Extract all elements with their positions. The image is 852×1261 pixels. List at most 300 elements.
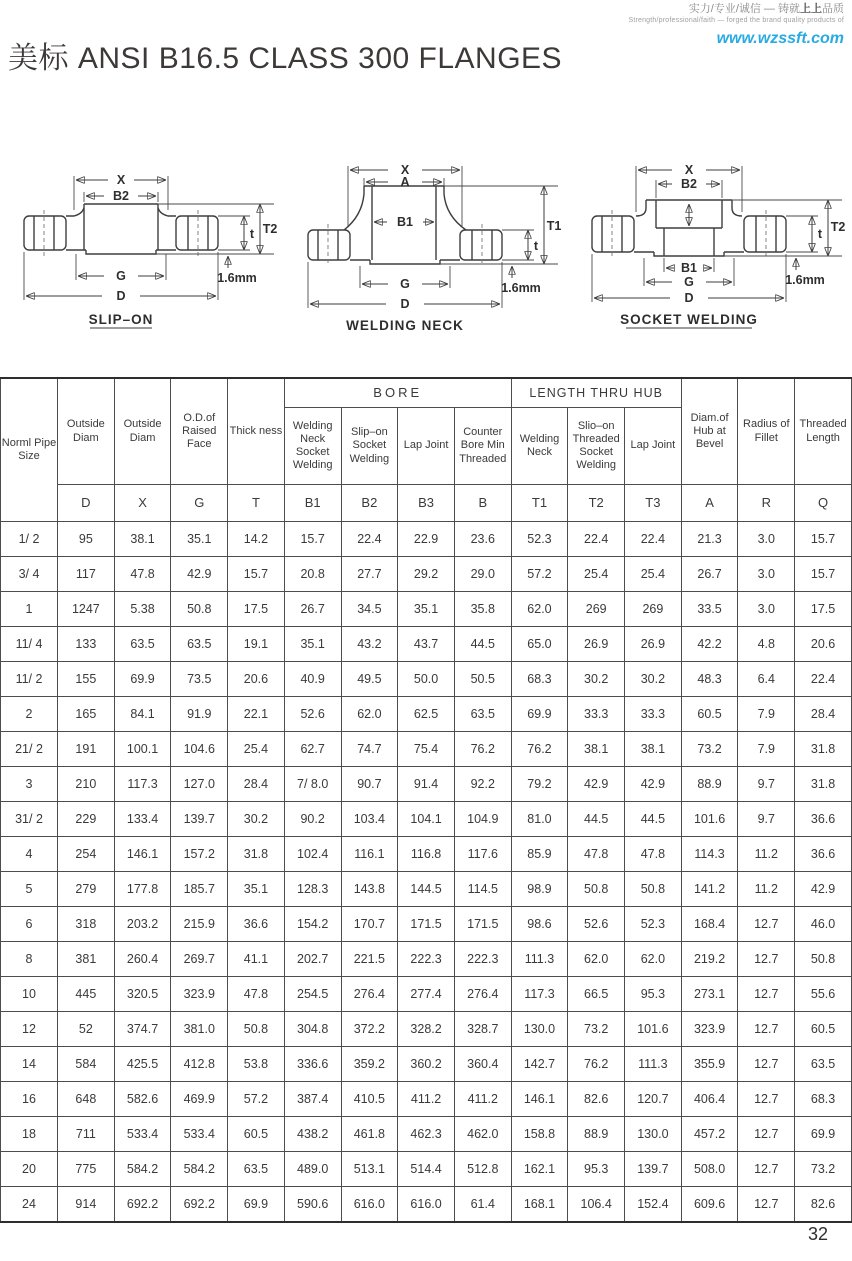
group-header-bore: BORE <box>284 378 511 408</box>
value-cell: 52.3 <box>511 522 568 557</box>
symbol-a: A <box>681 485 738 522</box>
value-cell: 28.4 <box>795 697 852 732</box>
value-cell: 49.5 <box>341 662 398 697</box>
value-cell: 162.1 <box>511 1152 568 1187</box>
value-cell: 35.1 <box>398 592 455 627</box>
value-cell: 53.8 <box>228 1047 285 1082</box>
value-cell: 69.9 <box>114 662 171 697</box>
value-cell: 425.5 <box>114 1047 171 1082</box>
value-cell: 7/ 8.0 <box>284 767 341 802</box>
pipe-size-cell: 1 <box>1 592 58 627</box>
value-cell: 323.9 <box>681 1012 738 1047</box>
website-url: www.wzssft.com <box>716 29 844 47</box>
value-cell: 40.9 <box>284 662 341 697</box>
dim-label-g: G <box>116 269 126 283</box>
value-cell: 254.5 <box>284 977 341 1012</box>
value-cell: 170.7 <box>341 907 398 942</box>
value-cell: 114.5 <box>454 872 511 907</box>
value-cell: 95 <box>58 522 115 557</box>
value-cell: 533.4 <box>114 1117 171 1152</box>
value-cell: 462.3 <box>398 1117 455 1152</box>
value-cell: 711 <box>58 1117 115 1152</box>
value-cell: 98.6 <box>511 907 568 942</box>
col-header-so-length: Slio–on Threaded Socket Welding <box>568 408 625 485</box>
value-cell: 26.9 <box>568 627 625 662</box>
value-cell: 42.9 <box>171 557 228 592</box>
value-cell: 62.5 <box>398 697 455 732</box>
value-cell: 79.2 <box>511 767 568 802</box>
value-cell: 1247 <box>58 592 115 627</box>
pipe-size-cell: 24 <box>1 1187 58 1223</box>
value-cell: 23.6 <box>454 522 511 557</box>
dim-label-t2: T2 <box>830 220 846 234</box>
dim-label-x: X <box>684 163 694 177</box>
value-cell: 85.9 <box>511 837 568 872</box>
dim-label-b2: B2 <box>681 177 697 191</box>
symbol-t3: T3 <box>625 485 682 522</box>
pipe-size-cell: 16 <box>1 1082 58 1117</box>
value-cell: 202.7 <box>284 942 341 977</box>
value-cell: 411.2 <box>454 1082 511 1117</box>
value-cell: 35.8 <box>454 592 511 627</box>
value-cell: 165 <box>58 697 115 732</box>
value-cell: 320.5 <box>114 977 171 1012</box>
value-cell: 36.6 <box>795 802 852 837</box>
symbol-t1: T1 <box>511 485 568 522</box>
value-cell: 146.1 <box>511 1082 568 1117</box>
value-cell: 269.7 <box>171 942 228 977</box>
value-cell: 372.2 <box>341 1012 398 1047</box>
value-cell: 269 <box>625 592 682 627</box>
value-cell: 76.2 <box>568 1047 625 1082</box>
value-cell: 381.0 <box>171 1012 228 1047</box>
col-header-pipe-size: Norml Pipe Size <box>1 378 58 522</box>
table-row <box>1 697 852 732</box>
value-cell: 36.6 <box>795 837 852 872</box>
dim-label-t1: T1 <box>546 219 562 233</box>
value-cell: 95.3 <box>625 977 682 1012</box>
value-cell: 62.0 <box>341 697 398 732</box>
value-cell: 63.5 <box>228 1152 285 1187</box>
value-cell: 73.2 <box>681 732 738 767</box>
value-cell: 46.0 <box>795 907 852 942</box>
value-cell: 88.9 <box>681 767 738 802</box>
value-cell: 20.6 <box>228 662 285 697</box>
pipe-size-cell: 10 <box>1 977 58 1012</box>
col-header-radius-fillet: Radius of Fillet <box>738 378 795 485</box>
symbol-b2: B2 <box>341 485 398 522</box>
value-cell: 22.1 <box>228 697 285 732</box>
value-cell: 69.9 <box>795 1117 852 1152</box>
value-cell: 3.0 <box>738 592 795 627</box>
value-cell: 142.7 <box>511 1047 568 1082</box>
value-cell: 104.6 <box>171 732 228 767</box>
value-cell: 133.4 <box>114 802 171 837</box>
value-cell: 141.2 <box>681 872 738 907</box>
value-cell: 514.4 <box>398 1152 455 1187</box>
pipe-size-cell: 8 <box>1 942 58 977</box>
col-header-outside-diam-x: Outside Diam <box>114 378 171 485</box>
value-cell: 81.0 <box>511 802 568 837</box>
value-cell: 692.2 <box>171 1187 228 1223</box>
value-cell: 38.1 <box>625 732 682 767</box>
dim-label-raised: 1.6mm <box>217 271 257 285</box>
value-cell: 33.3 <box>625 697 682 732</box>
table-row <box>1 662 852 697</box>
value-cell: 34.5 <box>341 592 398 627</box>
symbol-b: B <box>454 485 511 522</box>
value-cell: 7.9 <box>738 732 795 767</box>
value-cell: 775 <box>58 1152 115 1187</box>
dimension-lines <box>308 163 561 311</box>
value-cell: 15.7 <box>228 557 285 592</box>
group-header-length-thru-hub: LENGTH THRU HUB <box>511 378 681 408</box>
dim-label-b1: B1 <box>681 261 697 275</box>
pipe-size-cell: 3 <box>1 767 58 802</box>
dim-label-b2: B2 <box>113 189 129 203</box>
pipe-size-cell: 1/ 2 <box>1 522 58 557</box>
col-header-wn-length: Welding Neck <box>511 408 568 485</box>
value-cell: 31.8 <box>795 732 852 767</box>
value-cell: 43.7 <box>398 627 455 662</box>
dim-label-d: D <box>400 297 410 311</box>
value-cell: 304.8 <box>284 1012 341 1047</box>
value-cell: 91.9 <box>171 697 228 732</box>
value-cell: 74.7 <box>341 732 398 767</box>
value-cell: 914 <box>58 1187 115 1223</box>
value-cell: 26.9 <box>625 627 682 662</box>
value-cell: 323.9 <box>171 977 228 1012</box>
value-cell: 177.8 <box>114 872 171 907</box>
slogan-zh-pre: 实力/专业/诚信 — 铸就 <box>688 3 800 15</box>
value-cell: 44.5 <box>568 802 625 837</box>
value-cell: 47.8 <box>568 837 625 872</box>
value-cell: 52.3 <box>625 907 682 942</box>
value-cell: 359.2 <box>341 1047 398 1082</box>
value-cell: 116.8 <box>398 837 455 872</box>
value-cell: 171.5 <box>454 907 511 942</box>
value-cell: 277.4 <box>398 977 455 1012</box>
value-cell: 328.2 <box>398 1012 455 1047</box>
value-cell: 62.0 <box>625 942 682 977</box>
pipe-size-cell: 4 <box>1 837 58 872</box>
value-cell: 57.2 <box>228 1082 285 1117</box>
value-cell: 191 <box>58 732 115 767</box>
value-cell: 438.2 <box>284 1117 341 1152</box>
value-cell: 387.4 <box>284 1082 341 1117</box>
dimension-lines <box>24 173 277 303</box>
pipe-size-cell: 18 <box>1 1117 58 1152</box>
brand-name: 上上 <box>800 3 822 15</box>
value-cell: 104.9 <box>454 802 511 837</box>
diagram-caption: WELDING NECK <box>346 318 464 333</box>
symbol-d: D <box>58 485 115 522</box>
value-cell: 406.4 <box>681 1082 738 1117</box>
value-cell: 82.6 <box>795 1187 852 1223</box>
value-cell: 222.3 <box>454 942 511 977</box>
col-header-raised-face: O.D.of Raised Face <box>171 378 228 485</box>
value-cell: 33.5 <box>681 592 738 627</box>
value-cell: 254 <box>58 837 115 872</box>
dim-label-raised: 1.6mm <box>785 273 825 287</box>
value-cell: 15.7 <box>284 522 341 557</box>
value-cell: 103.4 <box>341 802 398 837</box>
value-cell: 130.0 <box>625 1117 682 1152</box>
value-cell: 101.6 <box>681 802 738 837</box>
value-cell: 42.2 <box>681 627 738 662</box>
value-cell: 20.6 <box>795 627 852 662</box>
value-cell: 50.5 <box>454 662 511 697</box>
table-row <box>1 802 852 837</box>
value-cell: 457.2 <box>681 1117 738 1152</box>
symbol-g: G <box>171 485 228 522</box>
value-cell: 50.0 <box>398 662 455 697</box>
value-cell: 355.9 <box>681 1047 738 1082</box>
value-cell: 38.1 <box>114 522 171 557</box>
value-cell: 152.4 <box>625 1187 682 1223</box>
value-cell: 33.3 <box>568 697 625 732</box>
value-cell: 95.3 <box>568 1152 625 1187</box>
value-cell: 26.7 <box>681 557 738 592</box>
value-cell: 22.4 <box>625 522 682 557</box>
dim-label-a: A <box>400 175 410 189</box>
value-cell: 12.7 <box>738 1152 795 1187</box>
value-cell: 106.4 <box>568 1187 625 1223</box>
value-cell: 12.7 <box>738 1117 795 1152</box>
value-cell: 50.8 <box>228 1012 285 1047</box>
flange-dimensions-table <box>0 377 852 1223</box>
table-row <box>1 732 852 767</box>
value-cell: 171.5 <box>398 907 455 942</box>
table-row <box>1 557 852 592</box>
value-cell: 609.6 <box>681 1187 738 1223</box>
value-cell: 139.7 <box>625 1152 682 1187</box>
col-header-lap-joint-bore: Lap Joint <box>398 408 455 485</box>
value-cell: 48.3 <box>681 662 738 697</box>
value-cell: 29.0 <box>454 557 511 592</box>
value-cell: 114.3 <box>681 837 738 872</box>
table-body <box>1 522 852 1223</box>
value-cell: 276.4 <box>454 977 511 1012</box>
value-cell: 117.3 <box>114 767 171 802</box>
value-cell: 20.8 <box>284 557 341 592</box>
value-cell: 42.9 <box>568 767 625 802</box>
value-cell: 35.1 <box>284 627 341 662</box>
value-cell: 412.8 <box>171 1047 228 1082</box>
table-row <box>1 767 852 802</box>
value-cell: 144.5 <box>398 872 455 907</box>
value-cell: 381 <box>58 942 115 977</box>
value-cell: 52.6 <box>568 907 625 942</box>
slip-on-diagram <box>0 152 284 344</box>
symbol-x: X <box>114 485 171 522</box>
col-header-thickness: Thick ness <box>228 378 285 485</box>
diagram-caption: SLIP–ON <box>88 312 154 327</box>
value-cell: 111.3 <box>511 942 568 977</box>
value-cell: 154.2 <box>284 907 341 942</box>
value-cell: 63.5 <box>114 627 171 662</box>
value-cell: 65.0 <box>511 627 568 662</box>
pipe-size-cell: 20 <box>1 1152 58 1187</box>
value-cell: 60.5 <box>681 697 738 732</box>
value-cell: 35.1 <box>228 872 285 907</box>
value-cell: 128.3 <box>284 872 341 907</box>
slogan-zh-post: 品质 <box>822 3 844 15</box>
value-cell: 26.7 <box>284 592 341 627</box>
value-cell: 25.4 <box>568 557 625 592</box>
value-cell: 168.1 <box>511 1187 568 1223</box>
value-cell: 55.6 <box>795 977 852 1012</box>
dim-label-t: t <box>817 227 823 241</box>
value-cell: 52.6 <box>284 697 341 732</box>
value-cell: 50.8 <box>171 592 228 627</box>
value-cell: 27.7 <box>341 557 398 592</box>
value-cell: 219.2 <box>681 942 738 977</box>
value-cell: 7.9 <box>738 697 795 732</box>
value-cell: 76.2 <box>454 732 511 767</box>
brand-block <box>628 3 844 49</box>
table-row <box>1 837 852 872</box>
value-cell: 616.0 <box>398 1187 455 1223</box>
value-cell: 29.2 <box>398 557 455 592</box>
value-cell: 75.4 <box>398 732 455 767</box>
value-cell: 25.4 <box>625 557 682 592</box>
value-cell: 616.0 <box>341 1187 398 1223</box>
value-cell: 12.7 <box>738 1082 795 1117</box>
value-cell: 130.0 <box>511 1012 568 1047</box>
value-cell: 445 <box>58 977 115 1012</box>
value-cell: 222.3 <box>398 942 455 977</box>
value-cell: 47.8 <box>228 977 285 1012</box>
value-cell: 90.7 <box>341 767 398 802</box>
value-cell: 19.1 <box>228 627 285 662</box>
value-cell: 84.1 <box>114 697 171 732</box>
value-cell: 50.8 <box>795 942 852 977</box>
value-cell: 38.1 <box>568 732 625 767</box>
value-cell: 50.8 <box>625 872 682 907</box>
table-row <box>1 1047 852 1082</box>
value-cell: 155 <box>58 662 115 697</box>
value-cell: 12.7 <box>738 1187 795 1223</box>
value-cell: 30.2 <box>568 662 625 697</box>
value-cell: 157.2 <box>171 837 228 872</box>
value-cell: 584.2 <box>171 1152 228 1187</box>
table-row <box>1 1152 852 1187</box>
pipe-size-cell: 6 <box>1 907 58 942</box>
page-title: 美标 ANSI B16.5 CLASS 300 FLANGES <box>8 42 563 75</box>
dim-label-x: X <box>116 173 126 187</box>
value-cell: 69.9 <box>228 1187 285 1223</box>
value-cell: 47.8 <box>625 837 682 872</box>
value-cell: 88.9 <box>568 1117 625 1152</box>
page-number: 32 <box>807 1224 828 1244</box>
value-cell: 41.1 <box>228 942 285 977</box>
value-cell: 513.1 <box>341 1152 398 1187</box>
value-cell: 15.7 <box>795 557 852 592</box>
table-row <box>1 872 852 907</box>
value-cell: 62.0 <box>511 592 568 627</box>
value-cell: 30.2 <box>625 662 682 697</box>
value-cell: 111.3 <box>625 1047 682 1082</box>
col-header-so-sw-bore: Slip–on Socket Welding <box>341 408 398 485</box>
value-cell: 31.8 <box>795 767 852 802</box>
value-cell: 489.0 <box>284 1152 341 1187</box>
symbol-t: T <box>228 485 285 522</box>
value-cell: 11.2 <box>738 872 795 907</box>
value-cell: 22.4 <box>568 522 625 557</box>
value-cell: 5.38 <box>114 592 171 627</box>
value-cell: 36.6 <box>228 907 285 942</box>
value-cell: 50.8 <box>568 872 625 907</box>
value-cell: 469.9 <box>171 1082 228 1117</box>
value-cell: 63.5 <box>171 627 228 662</box>
value-cell: 584 <box>58 1047 115 1082</box>
value-cell: 590.6 <box>284 1187 341 1223</box>
value-cell: 62.0 <box>568 942 625 977</box>
table-row <box>1 907 852 942</box>
value-cell: 229 <box>58 802 115 837</box>
value-cell: 462.0 <box>454 1117 511 1152</box>
value-cell: 133 <box>58 627 115 662</box>
dimension-lines <box>592 163 845 305</box>
value-cell: 117 <box>58 557 115 592</box>
value-cell: 47.8 <box>114 557 171 592</box>
value-cell: 68.3 <box>795 1082 852 1117</box>
value-cell: 210 <box>58 767 115 802</box>
pipe-size-cell: 2 <box>1 697 58 732</box>
value-cell: 12.7 <box>738 977 795 1012</box>
value-cell: 102.4 <box>284 837 341 872</box>
symbol-q: Q <box>795 485 852 522</box>
dim-label-t: t <box>533 239 539 253</box>
col-header-lap-joint-length: Lap Joint <box>625 408 682 485</box>
value-cell: 12.7 <box>738 907 795 942</box>
value-cell: 15.7 <box>795 522 852 557</box>
col-header-threaded-length: Threaded Length <box>795 378 852 485</box>
value-cell: 692.2 <box>114 1187 171 1223</box>
value-cell: 73.2 <box>795 1152 852 1187</box>
value-cell: 25.4 <box>228 732 285 767</box>
dim-label-t: t <box>249 227 255 241</box>
dim-label-g: G <box>684 275 694 289</box>
dim-label-b1: B1 <box>397 215 413 229</box>
value-cell: 17.5 <box>795 592 852 627</box>
value-cell: 117.3 <box>511 977 568 1012</box>
value-cell: 9.7 <box>738 767 795 802</box>
value-cell: 100.1 <box>114 732 171 767</box>
table-row <box>1 1187 852 1223</box>
value-cell: 512.8 <box>454 1152 511 1187</box>
value-cell: 117.6 <box>454 837 511 872</box>
value-cell: 42.9 <box>795 872 852 907</box>
value-cell: 269 <box>568 592 625 627</box>
value-cell: 52 <box>58 1012 115 1047</box>
value-cell: 648 <box>58 1082 115 1117</box>
table-row <box>1 1012 852 1047</box>
table-row <box>1 1082 852 1117</box>
value-cell: 411.2 <box>398 1082 455 1117</box>
value-cell: 60.5 <box>795 1012 852 1047</box>
value-cell: 61.4 <box>454 1187 511 1223</box>
value-cell: 584.2 <box>114 1152 171 1187</box>
symbol-r: R <box>738 485 795 522</box>
value-cell: 279 <box>58 872 115 907</box>
dim-label-raised: 1.6mm <box>501 281 541 295</box>
pipe-size-cell: 11/ 4 <box>1 627 58 662</box>
value-cell: 336.6 <box>284 1047 341 1082</box>
value-cell: 273.1 <box>681 977 738 1012</box>
table-row <box>1 1117 852 1152</box>
